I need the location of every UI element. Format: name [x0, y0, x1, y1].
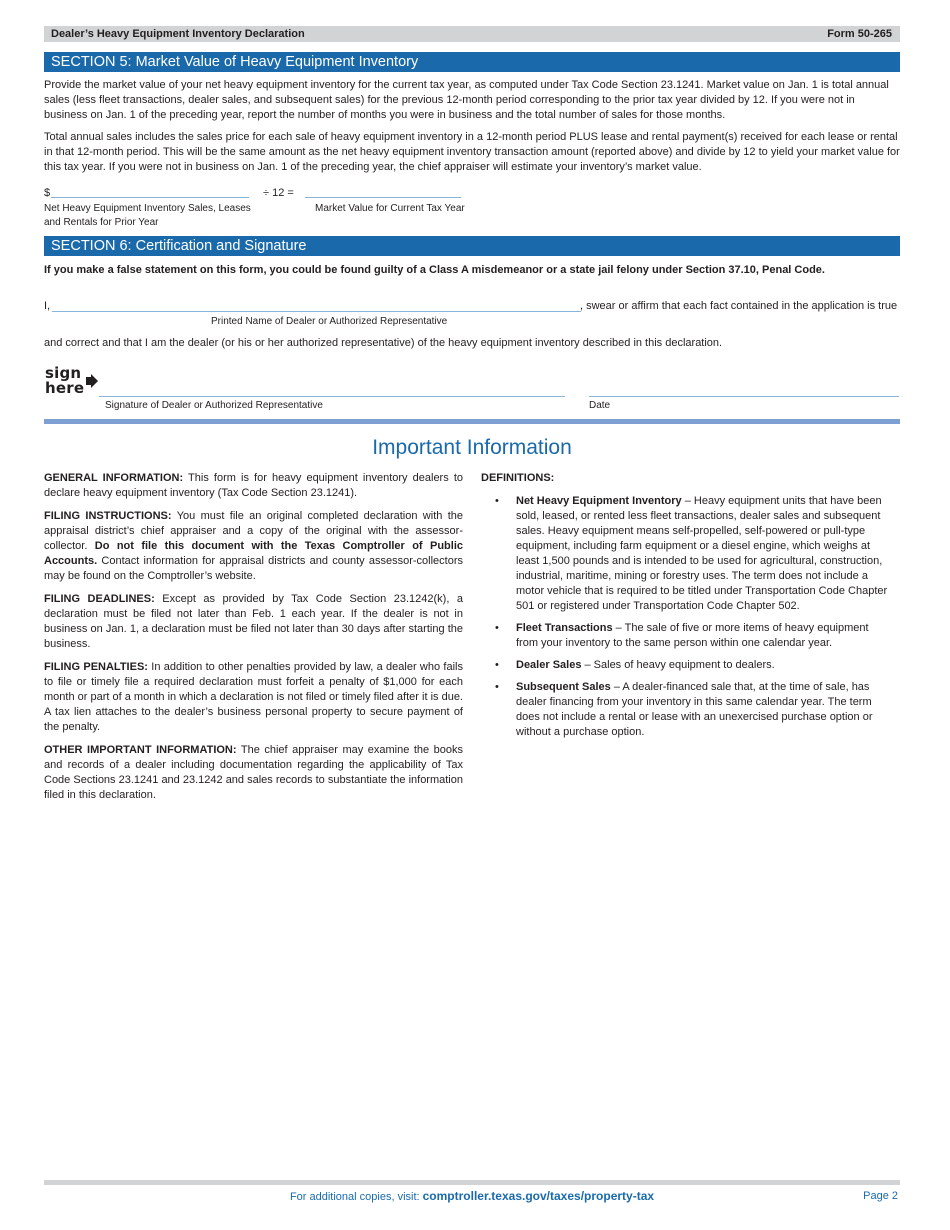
section6-header: SECTION 6: Certification and Signature: [44, 236, 900, 256]
definition-item: • Dealer Sales – Sales of heavy equipment to dealers.: [495, 659, 775, 671]
market-value-field[interactable]: [305, 197, 461, 198]
sales-label-line1: Net Heavy Equipment Inventory Sales, Leases: [44, 203, 251, 214]
footer-url-link[interactable]: comptroller.texas.gov/taxes/property-tax: [422, 1189, 655, 1203]
swear-text: , swear or affirm that each fact contained in the application is true: [580, 300, 898, 312]
important-info-title: Important Information: [372, 436, 572, 459]
important-info-left-column: [44, 471, 463, 811]
sales-amount-field[interactable]: [51, 197, 249, 198]
dollar-sign: $: [44, 187, 51, 199]
filing-deadlines: FILING DEADLINES: Except as provided by Tax Code Section 23.1242(k), a declaration must be filed not later than Feb. 1 each year. If the dealer is not in business on Jan. 1, a declaration must be filed not later than 30 days after starting the business.: [44, 593, 463, 650]
important-info-right-column: [481, 471, 900, 747]
filing-instructions: FILING INSTRUCTIONS: You must file an original completed declaration with the appraisal district’s chief appraiser and a copy of the original with the assessor-collector. Do not file this document with the Texas Comptroller of Public Accounts. Contact information for appraisal districts and county assessor-collectors may be found on the Comptroller’s website.: [44, 510, 463, 582]
signature-field[interactable]: [99, 396, 565, 397]
certification-continuation: and correct and that I am the dealer (or his or her authorized representative) of the heavy equipment inventory described in this declaration.: [44, 337, 723, 349]
form-number: Form 50-265: [827, 28, 892, 40]
sign-here-marker: [45, 366, 84, 396]
footer-prefix: For additional copies, visit:: [289, 1191, 423, 1203]
definition-item: • Net Heavy Equipment Inventory – Heavy equipment units that have been sold, leased, or rented less fleet transactions, dealer sales and subsequent sales. Heavy equipment means self-propelled, self-powered or pull-type equipment, including farm equipment or a diesel engine, which weighs at least 1,500 pounds and is intended to be used for agricultural, construction, industrial, maritime, mining or forestry uses. The term does not include a motor vehicle that is required to be titled under Transportation Code Chapter 501 or registered under Transportation Code Chapter 502.: [495, 495, 888, 612]
here-word: here: [45, 379, 85, 397]
definitions-heading: DEFINITIONS:: [481, 472, 555, 484]
section5-paragraph-2: Total annual sales includes the sales price for each sale of heavy equipment inventory in a 12-month period PLUS lease and rental payment(s) received for each lease or rental in that 12-month period. This will be the same amount as the net heavy equipment inventory transaction amount (reported above) and divide by 12 to yield your market value for this tax year. If you were not in business on Jan. 1 of the preceding year, the chief appraiser will estimate your inventory’s market value.: [44, 131, 900, 173]
section5-header: SECTION 5: Market Value of Heavy Equipment Inventory: [44, 52, 900, 72]
footer-divider: [44, 1180, 900, 1185]
section-divider: [44, 419, 900, 424]
footer-copies: [44, 1188, 900, 1205]
other-important-information: OTHER IMPORTANT INFORMATION: The chief appraiser may examine the books and records of a dealer including documentation regarding the applicability of Tax Code Sections 23.1241 and 23.1242 and sales records to substantiate the information filed in this declaration.: [44, 744, 463, 801]
sign-word: sign: [45, 364, 82, 382]
definition-item: • Fleet Transactions – The sale of five or more items of heavy equipment from your inventory to the same person within one calendar year.: [495, 622, 869, 649]
page-number: Page 2: [863, 1190, 898, 1202]
general-information: GENERAL INFORMATION: This form is for heavy equipment inventory dealers to declare heavy equipment inventory (Tax Code Section 23.1241).: [44, 472, 463, 499]
definition-item: • Subsequent Sales – A dealer-financed sale that, at the time of sale, has dealer financing from your inventory in this same calendar year. The term does not include a rental or lease with an unexercised purchase option or without a purchase option.: [495, 681, 873, 738]
false-statement-warning: If you make a false statement on this form, you could be found guilty of a Class A misdemeanor or a state jail felony under Section 37.10, Penal Code.: [44, 264, 825, 276]
filing-penalties: FILING PENALTIES: In addition to other penalties provided by law, a dealer who fails to file or timely file a required declaration must forfeit a penalty of $1,000 for each month or part of a month in which a declaration is not filed or timely filed after it is due. A tax lien attaches to the dealer’s business personal property to secure payment of the penalty.: [44, 661, 463, 733]
form-title: Dealer’s Heavy Equipment Inventory Declaration: [51, 28, 305, 40]
form-header-bar: [44, 26, 900, 42]
date-label: Date: [589, 400, 611, 411]
divide-by-twelve: ÷ 12 =: [263, 187, 294, 199]
arrow-right-icon: [86, 374, 98, 388]
printed-name-label: Printed Name of Dealer or Authorized Representative: [211, 316, 448, 327]
market-value-label: Market Value for Current Tax Year: [315, 203, 465, 214]
section5-paragraph-1: Provide the market value of your net heavy equipment inventory for the current tax year, as computed under Tax Code Section 23.1241. Market value on Jan. 1 is total annual sales (less fleet transactions, dealer sales, and subsequent sales) for the previous 12-month period corresponding to the prior tax year divided by 12. If you were not in business on Jan. 1 of the preceding year, report the number of months you were in business and the total number of sales for those months.: [44, 79, 889, 121]
date-field[interactable]: [589, 396, 899, 397]
sales-label-line2: and Rentals for Prior Year: [44, 217, 159, 228]
printed-name-field[interactable]: [52, 311, 581, 312]
i-prefix: I,: [44, 300, 51, 312]
signature-label: Signature of Dealer or Authorized Representative: [105, 400, 323, 411]
